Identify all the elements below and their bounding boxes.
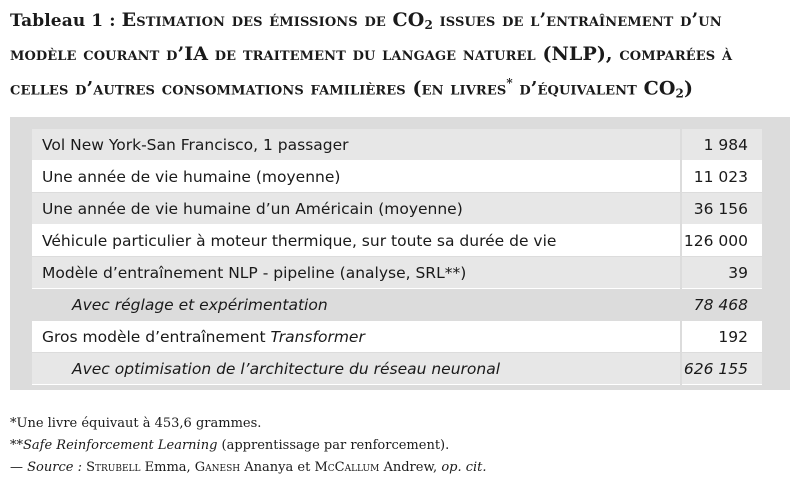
title-subscript-1: 2 <box>424 18 433 32</box>
row-label-emphasis: Transformer <box>270 327 365 346</box>
table-title <box>10 6 790 108</box>
table-row <box>32 225 762 257</box>
source-dash: — <box>10 460 28 475</box>
author-1-surname: Strubell <box>81 460 141 475</box>
title-text-main: Estimation des émissions de CO <box>121 9 425 31</box>
table-row <box>32 353 762 385</box>
title-footnote-mark: * <box>506 76 513 90</box>
row-label: Une année de vie humaine (moyenne) <box>32 161 681 193</box>
footnote-2-emphasis: Safe Reinforcement Learning <box>23 438 218 453</box>
table-row <box>32 129 762 161</box>
table-row <box>32 161 762 193</box>
row-value: 1 984 <box>681 129 762 161</box>
table-row <box>32 321 762 353</box>
title-text-close: ) <box>683 77 694 100</box>
footnote-2 <box>10 435 790 457</box>
author-1-forename: Emma, <box>140 460 195 475</box>
row-value: 126 000 <box>681 225 762 257</box>
row-value: 36 156 <box>681 193 762 225</box>
author-2-surname: Ganesh <box>194 460 241 475</box>
source-line <box>10 457 790 479</box>
author-3-forename: Andrew, <box>379 460 442 475</box>
row-value: 39 <box>681 257 762 289</box>
row-value: 192 <box>681 321 762 353</box>
source-label: Source : <box>27 460 82 475</box>
author-2-forename: Ananya et <box>240 460 315 475</box>
footnote-2-text: (apprentissage par renforcement). <box>217 438 450 453</box>
row-label: Véhicule particulier à moteur thermique, sur toute sa durée de vie <box>32 225 681 257</box>
author-3-surname: McCallum <box>314 460 380 475</box>
footnotes <box>10 413 790 479</box>
row-value: 11 023 <box>681 161 762 193</box>
row-label: Une année de vie humaine d’un Américain (moyenne) <box>32 193 681 225</box>
table-label: Tableau 1 : <box>10 11 122 31</box>
row-label <box>32 321 681 353</box>
source-op-cit: op. cit. <box>441 460 487 475</box>
row-label: Avec optimisation de l’architecture du réseau neuronal <box>32 353 681 385</box>
emissions-table <box>32 129 762 385</box>
row-label: Avec réglage et expérimentation <box>32 289 681 321</box>
row-label: Vol New York-San Francisco, 1 passager <box>32 129 681 161</box>
table-row <box>32 193 762 225</box>
table-row <box>32 257 762 289</box>
table-row <box>32 289 762 321</box>
table-panel <box>10 117 790 390</box>
row-label-text: Gros modèle d’entraînement <box>42 327 271 346</box>
row-value: 626 155 <box>681 353 762 385</box>
row-label: Modèle d’entraînement NLP - pipeline (analyse, SRL**) <box>32 257 681 289</box>
title-text-rest: issues de l’entraînement d’un modèle courant d’IA de traitement du langage naturel (NLP), comparées à celles d’autres consommations familières (en livres <box>10 9 733 100</box>
title-subscript-2: 2 <box>675 86 684 101</box>
row-value: 78 468 <box>681 289 762 321</box>
title-text-end: d’équivalent CO <box>512 77 676 100</box>
footnote-2-mark: ** <box>10 438 23 453</box>
footnote-1: *Une livre équivaut à 453,6 grammes. <box>10 416 262 431</box>
